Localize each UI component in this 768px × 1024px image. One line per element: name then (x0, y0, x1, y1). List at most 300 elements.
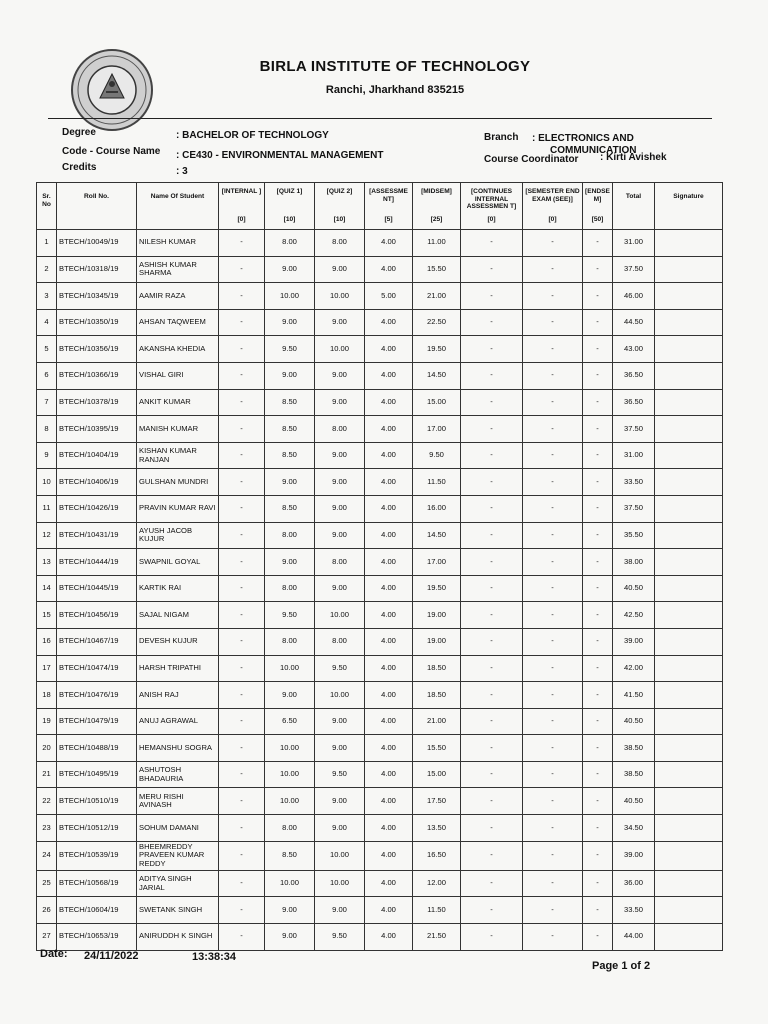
see-cell: - (523, 416, 583, 443)
quiz1-cell: 9.50 (265, 602, 315, 629)
column-header-label: [SEMESTER END EXAM (SEE)] (525, 188, 580, 203)
column-header (655, 183, 723, 230)
assessment-cell: 4.00 (365, 416, 413, 443)
sr-no-cell: 7 (37, 389, 57, 416)
marks-table (36, 182, 723, 951)
student-name-cell: SAJAL NIGAM (137, 602, 219, 629)
assessment-cell: 4.00 (365, 495, 413, 522)
quiz2-cell: 9.00 (315, 469, 365, 496)
student-name-cell: PRAVIN KUMAR RAVI (137, 495, 219, 522)
cia-cell: - (461, 870, 523, 897)
sr-no-cell: 18 (37, 682, 57, 709)
student-name-cell: ASHUTOSH BHADAURIA (137, 761, 219, 788)
column-header-label: [ASSESSME NT] (369, 188, 408, 203)
quiz2-cell: 8.00 (315, 628, 365, 655)
quiz1-cell: 8.50 (265, 495, 315, 522)
endsem-cell: - (583, 522, 613, 549)
total-cell: 36.50 (613, 389, 655, 416)
cia-cell: - (461, 815, 523, 842)
student-name-cell: HARSH TRIPATHI (137, 655, 219, 682)
assessment-cell: 4.00 (365, 575, 413, 602)
quiz1-cell: 10.00 (265, 655, 315, 682)
course-label: Code - Course Name (62, 146, 161, 157)
quiz1-cell: 6.50 (265, 708, 315, 735)
endsem-cell: - (583, 495, 613, 522)
cia-cell: - (461, 735, 523, 762)
student-name-cell: MANISH KUMAR (137, 416, 219, 443)
internal-cell: - (219, 682, 265, 709)
see-cell: - (523, 549, 583, 576)
sr-no-cell: 14 (37, 575, 57, 602)
cia-cell: - (461, 575, 523, 602)
sr-no-cell: 6 (37, 362, 57, 389)
column-max-marks: [50] (591, 216, 604, 224)
student-name-cell: GULSHAN MUNDRI (137, 469, 219, 496)
column-header (219, 183, 265, 230)
signature-cell (655, 336, 723, 363)
assessment-cell: 4.00 (365, 628, 413, 655)
total-cell: 36.00 (613, 870, 655, 897)
quiz1-cell: 10.00 (265, 283, 315, 310)
assessment-cell: 4.00 (365, 870, 413, 897)
endsem-cell: - (583, 897, 613, 924)
assessment-cell: 4.00 (365, 309, 413, 336)
institute-seal-logo (70, 48, 154, 132)
quiz1-cell: 9.50 (265, 336, 315, 363)
midsem-cell: 15.00 (413, 389, 461, 416)
see-cell: - (523, 362, 583, 389)
roll-no-cell: BTECH/10604/19 (57, 897, 137, 924)
signature-cell (655, 870, 723, 897)
roll-no-cell: BTECH/10378/19 (57, 389, 137, 416)
signature-cell (655, 628, 723, 655)
see-cell: - (523, 336, 583, 363)
midsem-cell: 9.50 (413, 442, 461, 469)
table-row (37, 336, 723, 363)
sr-no-cell: 4 (37, 309, 57, 336)
roll-no-cell: BTECH/10474/19 (57, 655, 137, 682)
quiz1-cell: 10.00 (265, 761, 315, 788)
internal-cell: - (219, 870, 265, 897)
column-header-label: Total (625, 193, 642, 200)
branch-value: : ELECTRONICS AND (532, 133, 634, 144)
table-header-row (37, 183, 723, 230)
total-cell: 31.00 (613, 230, 655, 257)
quiz1-cell: 8.00 (265, 815, 315, 842)
cia-cell: - (461, 389, 523, 416)
see-cell: - (523, 309, 583, 336)
quiz2-cell: 9.00 (315, 309, 365, 336)
internal-cell: - (219, 309, 265, 336)
sr-no-cell: 3 (37, 283, 57, 310)
quiz2-cell: 10.00 (315, 841, 365, 870)
institute-name: BIRLA INSTITUTE OF TECHNOLOGY (259, 58, 531, 75)
total-cell: 34.50 (613, 815, 655, 842)
total-cell: 39.00 (613, 628, 655, 655)
endsem-cell: - (583, 788, 613, 815)
cia-cell: - (461, 602, 523, 629)
quiz2-cell: 10.00 (315, 870, 365, 897)
see-cell: - (523, 682, 583, 709)
internal-cell: - (219, 495, 265, 522)
student-name-cell: ASHISH KUMAR SHARMA (137, 256, 219, 283)
midsem-cell: 18.50 (413, 655, 461, 682)
quiz2-cell: 10.00 (315, 283, 365, 310)
endsem-cell: - (583, 469, 613, 496)
endsem-cell: - (583, 362, 613, 389)
signature-cell (655, 602, 723, 629)
internal-cell: - (219, 336, 265, 363)
quiz1-cell: 9.00 (265, 469, 315, 496)
signature-cell (655, 495, 723, 522)
see-cell: - (523, 256, 583, 283)
student-name-cell: ADITYA SINGH JARIAL (137, 870, 219, 897)
endsem-cell: - (583, 682, 613, 709)
table-row (37, 416, 723, 443)
roll-no-cell: BTECH/10431/19 (57, 522, 137, 549)
endsem-cell: - (583, 841, 613, 870)
student-name-cell: AKANSHA KHEDIA (137, 336, 219, 363)
sr-no-cell: 23 (37, 815, 57, 842)
signature-cell (655, 841, 723, 870)
signature-cell (655, 655, 723, 682)
internal-cell: - (219, 841, 265, 870)
endsem-cell: - (583, 575, 613, 602)
table-row (37, 256, 723, 283)
student-name-cell: SWAPNIL GOYAL (137, 549, 219, 576)
see-cell: - (523, 870, 583, 897)
student-name-cell: DEVESH KUJUR (137, 628, 219, 655)
roll-no-cell: BTECH/10488/19 (57, 735, 137, 762)
credits-value: : 3 (176, 166, 188, 177)
midsem-cell: 11.00 (413, 230, 461, 257)
column-header (315, 183, 365, 230)
table-row (37, 602, 723, 629)
quiz2-cell: 9.50 (315, 761, 365, 788)
quiz2-cell: 9.50 (315, 924, 365, 951)
see-cell: - (523, 655, 583, 682)
table-row (37, 924, 723, 951)
see-cell: - (523, 389, 583, 416)
table-row (37, 469, 723, 496)
column-header-label: [INTERNAL ] (221, 188, 262, 196)
quiz2-cell: 9.00 (315, 897, 365, 924)
assessment-cell: 4.00 (365, 442, 413, 469)
sr-no-cell: 12 (37, 522, 57, 549)
signature-cell (655, 549, 723, 576)
endsem-cell: - (583, 283, 613, 310)
column-header-label: Roll No. (84, 193, 109, 200)
internal-cell: - (219, 708, 265, 735)
midsem-cell: 13.50 (413, 815, 461, 842)
sr-no-cell: 26 (37, 897, 57, 924)
see-cell: - (523, 628, 583, 655)
signature-cell (655, 416, 723, 443)
column-max-marks: [10] (333, 216, 346, 224)
table-row (37, 575, 723, 602)
cia-cell: - (461, 924, 523, 951)
column-header (461, 183, 523, 230)
endsem-cell: - (583, 708, 613, 735)
see-cell: - (523, 897, 583, 924)
table-row (37, 788, 723, 815)
cia-cell: - (461, 469, 523, 496)
table-row (37, 841, 723, 870)
branch-label: Branch (484, 132, 519, 143)
total-cell: 38.00 (613, 549, 655, 576)
column-header-label: Name Of Student (150, 193, 205, 200)
roll-no-cell: BTECH/10345/19 (57, 283, 137, 310)
cia-cell: - (461, 628, 523, 655)
degree-value: : BACHELOR OF TECHNOLOGY (176, 130, 329, 141)
total-cell: 37.50 (613, 416, 655, 443)
roll-no-cell: BTECH/10479/19 (57, 708, 137, 735)
midsem-cell: 17.50 (413, 788, 461, 815)
signature-cell (655, 362, 723, 389)
internal-cell: - (219, 924, 265, 951)
midsem-cell: 17.00 (413, 416, 461, 443)
column-header-label: [MIDSEM] (421, 188, 452, 196)
roll-no-cell: BTECH/10350/19 (57, 309, 137, 336)
assessment-cell: 4.00 (365, 735, 413, 762)
table-row (37, 708, 723, 735)
signature-cell (655, 682, 723, 709)
internal-cell: - (219, 416, 265, 443)
see-cell: - (523, 522, 583, 549)
midsem-cell: 12.00 (413, 870, 461, 897)
student-name-cell: VISHAL GIRI (137, 362, 219, 389)
midsem-cell: 21.00 (413, 283, 461, 310)
column-max-marks: [0] (487, 216, 496, 224)
table-row (37, 495, 723, 522)
roll-no-cell: BTECH/10512/19 (57, 815, 137, 842)
internal-cell: - (219, 442, 265, 469)
column-header (413, 183, 461, 230)
internal-cell: - (219, 602, 265, 629)
internal-cell: - (219, 522, 265, 549)
see-cell: - (523, 495, 583, 522)
midsem-cell: 15.50 (413, 735, 461, 762)
student-name-cell: KISHAN KUMAR RANJAN (137, 442, 219, 469)
assessment-cell: 5.00 (365, 283, 413, 310)
cia-cell: - (461, 522, 523, 549)
internal-cell: - (219, 362, 265, 389)
see-cell: - (523, 708, 583, 735)
endsem-cell: - (583, 389, 613, 416)
sr-no-cell: 19 (37, 708, 57, 735)
column-header (583, 183, 613, 230)
midsem-cell: 19.50 (413, 575, 461, 602)
see-cell: - (523, 788, 583, 815)
assessment-cell: 4.00 (365, 788, 413, 815)
roll-no-cell: BTECH/10426/19 (57, 495, 137, 522)
total-cell: 40.50 (613, 708, 655, 735)
midsem-cell: 18.50 (413, 682, 461, 709)
cia-cell: - (461, 362, 523, 389)
quiz1-cell: 9.00 (265, 897, 315, 924)
cia-cell: - (461, 841, 523, 870)
quiz1-cell: 8.00 (265, 575, 315, 602)
midsem-cell: 19.50 (413, 336, 461, 363)
quiz1-cell: 8.50 (265, 416, 315, 443)
column-header (37, 183, 57, 230)
roll-no-cell: BTECH/10444/19 (57, 549, 137, 576)
quiz2-cell: 10.00 (315, 602, 365, 629)
midsem-cell: 17.00 (413, 549, 461, 576)
total-cell: 46.00 (613, 283, 655, 310)
total-cell: 44.50 (613, 309, 655, 336)
roll-no-cell: BTECH/10445/19 (57, 575, 137, 602)
quiz2-cell: 9.00 (315, 815, 365, 842)
quiz2-cell: 9.00 (315, 575, 365, 602)
cia-cell: - (461, 788, 523, 815)
sr-no-cell: 24 (37, 841, 57, 870)
endsem-cell: - (583, 761, 613, 788)
endsem-cell: - (583, 735, 613, 762)
student-name-cell: BHEEMREDDY PRAVEEN KUMAR REDDY (137, 841, 219, 870)
quiz2-cell: 8.00 (315, 549, 365, 576)
student-name-cell: ANISH RAJ (137, 682, 219, 709)
signature-cell (655, 469, 723, 496)
total-cell: 33.50 (613, 469, 655, 496)
midsem-cell: 16.50 (413, 841, 461, 870)
signature-cell (655, 735, 723, 762)
roll-no-cell: BTECH/10318/19 (57, 256, 137, 283)
quiz1-cell: 8.50 (265, 841, 315, 870)
total-cell: 42.00 (613, 655, 655, 682)
assessment-cell: 4.00 (365, 602, 413, 629)
table-row (37, 283, 723, 310)
roll-no-cell: BTECH/10539/19 (57, 841, 137, 870)
quiz1-cell: 9.00 (265, 924, 315, 951)
roll-no-cell: BTECH/10510/19 (57, 788, 137, 815)
total-cell: 35.50 (613, 522, 655, 549)
column-header (523, 183, 583, 230)
signature-cell (655, 708, 723, 735)
cia-cell: - (461, 495, 523, 522)
table-row (37, 230, 723, 257)
see-cell: - (523, 469, 583, 496)
endsem-cell: - (583, 924, 613, 951)
roll-no-cell: BTECH/10467/19 (57, 628, 137, 655)
internal-cell: - (219, 389, 265, 416)
cia-cell: - (461, 309, 523, 336)
endsem-cell: - (583, 602, 613, 629)
total-cell: 31.00 (613, 442, 655, 469)
total-cell: 40.50 (613, 788, 655, 815)
roll-no-cell: BTECH/10395/19 (57, 416, 137, 443)
column-header (137, 183, 219, 230)
signature-cell (655, 389, 723, 416)
course-value: : CE430 - ENVIRONMENTAL MANAGEMENT (176, 150, 384, 161)
endsem-cell: - (583, 655, 613, 682)
cia-cell: - (461, 283, 523, 310)
midsem-cell: 21.50 (413, 924, 461, 951)
total-cell: 33.50 (613, 897, 655, 924)
assessment-cell: 4.00 (365, 708, 413, 735)
student-name-cell: MERU RISHI AVINASH (137, 788, 219, 815)
sr-no-cell: 13 (37, 549, 57, 576)
assessment-cell: 4.00 (365, 469, 413, 496)
student-name-cell: KARTIK RAI (137, 575, 219, 602)
endsem-cell: - (583, 336, 613, 363)
see-cell: - (523, 575, 583, 602)
quiz1-cell: 8.00 (265, 522, 315, 549)
sr-no-cell: 5 (37, 336, 57, 363)
midsem-cell: 14.50 (413, 362, 461, 389)
signature-cell (655, 230, 723, 257)
quiz2-cell: 9.00 (315, 495, 365, 522)
table-row (37, 897, 723, 924)
table-row (37, 389, 723, 416)
sr-no-cell: 21 (37, 761, 57, 788)
quiz1-cell: 9.00 (265, 682, 315, 709)
column-header (265, 183, 315, 230)
see-cell: - (523, 841, 583, 870)
table-row (37, 870, 723, 897)
quiz2-cell: 8.00 (315, 230, 365, 257)
total-cell: 37.50 (613, 256, 655, 283)
see-cell: - (523, 283, 583, 310)
signature-cell (655, 575, 723, 602)
quiz2-cell: 9.00 (315, 389, 365, 416)
table-row (37, 628, 723, 655)
student-name-cell: ANIRUDDH K SINGH (137, 924, 219, 951)
column-max-marks: [5] (384, 216, 393, 224)
date-label: Date: (40, 948, 68, 960)
midsem-cell: 19.00 (413, 628, 461, 655)
total-cell: 44.00 (613, 924, 655, 951)
sr-no-cell: 25 (37, 870, 57, 897)
branch-value-line2: COMMUNICATION (550, 145, 637, 156)
signature-cell (655, 283, 723, 310)
coordinator-label: Course Coordinator (484, 154, 579, 165)
cia-cell: - (461, 416, 523, 443)
table-row (37, 442, 723, 469)
see-cell: - (523, 230, 583, 257)
quiz2-cell: 9.00 (315, 256, 365, 283)
quiz1-cell: 10.00 (265, 788, 315, 815)
student-name-cell: AAMIR RAZA (137, 283, 219, 310)
column-header (57, 183, 137, 230)
signature-cell (655, 442, 723, 469)
midsem-cell: 11.50 (413, 469, 461, 496)
see-cell: - (523, 442, 583, 469)
cia-cell: - (461, 336, 523, 363)
sr-no-cell: 8 (37, 416, 57, 443)
endsem-cell: - (583, 815, 613, 842)
total-cell: 36.50 (613, 362, 655, 389)
cia-cell: - (461, 682, 523, 709)
midsem-cell: 11.50 (413, 897, 461, 924)
cia-cell: - (461, 708, 523, 735)
signature-cell (655, 309, 723, 336)
total-cell: 37.50 (613, 495, 655, 522)
quiz1-cell: 8.50 (265, 389, 315, 416)
signature-cell (655, 897, 723, 924)
assessment-cell: 4.00 (365, 815, 413, 842)
internal-cell: - (219, 788, 265, 815)
internal-cell: - (219, 761, 265, 788)
cia-cell: - (461, 442, 523, 469)
quiz1-cell: 9.00 (265, 549, 315, 576)
internal-cell: - (219, 230, 265, 257)
assessment-cell: 4.00 (365, 230, 413, 257)
column-header-label: [ENDSE M] (585, 188, 610, 203)
internal-cell: - (219, 283, 265, 310)
column-max-marks: [10] (283, 216, 296, 224)
coordinator-value: : Kirti Avishek (600, 152, 667, 163)
